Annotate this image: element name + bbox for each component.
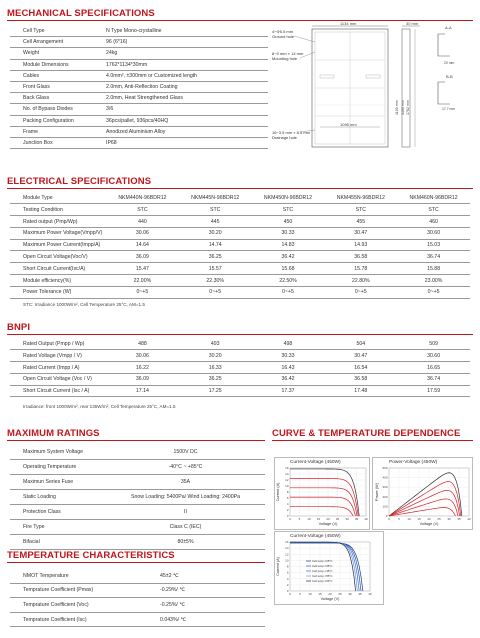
section-aa (438, 34, 450, 56)
spec-key: Protection Class (23, 509, 61, 515)
x-axis-label: Voltage (V) (419, 522, 439, 526)
table-cell: 15.68 (281, 265, 295, 272)
spec-key: Packing Configuration (23, 117, 74, 124)
spec-value: N Type Mono-crystalline (106, 28, 162, 35)
dim-len2-label: 1400 mm (401, 100, 405, 115)
dim-len-label: 1762 mm (406, 100, 410, 115)
x-tick-label: 5 (398, 517, 400, 521)
curves-title-text: CURVE & TEMPERATURE DEPENDENCE (272, 428, 461, 439)
y-tick-label: 8 (286, 564, 289, 569)
table-cell: 460 (429, 218, 438, 225)
curves-divider (272, 440, 473, 441)
spec-row (10, 116, 268, 127)
legend-label: Cell temp.=25°C (312, 559, 333, 563)
y-axis-label: Power (W) (375, 483, 379, 501)
y-tick-label: 8 (286, 490, 289, 494)
table-row (10, 205, 470, 216)
chart-iv-svg (275, 458, 371, 531)
x-tick-label: 40 (467, 517, 471, 521)
row-label: Power Tolerance (W) (23, 289, 72, 296)
table-cell: 14.64 (135, 242, 149, 249)
temperature-divider (7, 562, 265, 563)
table-row (10, 228, 470, 239)
table-cell: 15.57 (208, 265, 222, 272)
spec-value: 0.043%/ ℃ (160, 616, 187, 623)
y-tick-label: 0 (286, 514, 289, 518)
spec-key: Operating Temperature (23, 464, 77, 470)
table-cell: 36.74 (427, 254, 441, 261)
table-cell: 0~+5 (282, 289, 294, 296)
spec-row (10, 71, 268, 82)
table-cell: 36.42 (281, 376, 295, 383)
mechanical-title-text: MECHANICAL SPECIFICATIONS (7, 8, 155, 19)
y-tick-label: 16 (285, 466, 289, 470)
table-row (10, 240, 470, 251)
spec-key: Front Glass (23, 84, 50, 91)
table-cell: 30.47 (354, 230, 368, 237)
module-drawing-svg (270, 20, 475, 150)
spec-key: Temprature Coefficient (Pmax) (23, 587, 94, 594)
x-tick-label: 40 (364, 517, 368, 521)
dim-mid-label: 1096 mm (340, 122, 357, 127)
spec-row (10, 138, 268, 149)
dim-top-label: 1134 mm (340, 21, 357, 26)
section-bb (438, 82, 450, 104)
table-row (10, 252, 470, 263)
spec-value: 4.0mm², ±300mm or Customized length (106, 72, 198, 79)
aa-label: A-A (445, 25, 452, 30)
electrical-note: STC: Irradiance 1000W/m², Cell Temperature 25°C, AM=1.5 (23, 302, 145, 307)
spec-key: Junction Box (23, 139, 53, 146)
x-tick-label: 5 (298, 517, 301, 521)
y-tick-label: 10 (285, 558, 289, 563)
bb-label: B-B (446, 74, 453, 79)
dim-len3-label: 1100 mm (395, 100, 399, 115)
table-cell: 16.22 (135, 364, 149, 371)
x-tick-label: 0 (289, 592, 291, 596)
electrical-divider (7, 188, 473, 189)
row-label: Testing Condition (23, 206, 63, 213)
spec-value: 80±5% (177, 539, 194, 545)
table-row (10, 363, 470, 374)
x-axis-label: Voltage (V) (318, 522, 338, 526)
table-cell: 0~+5 (354, 289, 367, 296)
x-tick-label: 15 (316, 517, 321, 521)
y-tick-label: 200 (382, 494, 388, 499)
x-tick-label: 10 (407, 517, 411, 521)
spec-value: 1762*1134*30mm (106, 61, 148, 68)
y-tick-label: 2 (286, 508, 289, 512)
y-tick-label: 6 (286, 496, 289, 500)
y-tick-label: 400 (382, 475, 388, 480)
legend-label: Cell temp.=55°C (312, 574, 333, 578)
table-cell: STC (428, 206, 439, 213)
panel-side (402, 29, 410, 147)
spec-key: Fire Type (23, 524, 45, 530)
curves-title (272, 428, 460, 439)
spec-row (10, 569, 265, 584)
spec-value: 45±2 ℃ (160, 572, 179, 579)
bnpi-title (7, 322, 30, 333)
spec-value: 2.0mm, Anti-Reflection Coating (106, 84, 178, 91)
table-cell: 493 (210, 341, 220, 348)
spec-key: Static Loading (23, 494, 56, 500)
bnpi-note: Irradiance: front 1000W/m², rear 135W/m², Cell Temperature 25°C, AM=1.5 (23, 404, 176, 409)
table-cell: NKM440N-96BDR12 (118, 195, 167, 202)
spec-value: 1500V DC (173, 449, 198, 455)
row-label: Rated Output (Pmpp / Wp) (23, 341, 85, 348)
table-row (10, 217, 470, 228)
table-row (10, 264, 470, 275)
spec-key: Cables (23, 72, 40, 79)
x-tick-label: 5 (299, 592, 301, 596)
table-cell: 15.47 (135, 265, 149, 272)
table-cell: 17.37 (281, 388, 295, 395)
y-tick-label: 12 (285, 478, 289, 482)
x-tick-label: 35 (457, 517, 461, 521)
row-label: Maximum Power Current(Impp/A) (23, 242, 101, 249)
spec-value: Snow Loading: 5400Pa/ Wind Loading: 2400Pa (130, 494, 241, 500)
chart-iv-temp-svg (275, 532, 385, 606)
y-tick-label: 14 (285, 472, 289, 476)
spec-value: Anodized Aluminium Alloy (106, 128, 166, 135)
temperature-title-text: TEMPERATURE CHARACTERISTICS (7, 550, 175, 561)
y-tick-label: 500 (382, 466, 388, 470)
spec-key: Cell Type (23, 28, 45, 35)
spec-row (10, 82, 268, 93)
spec-value: 36pcs/pallet, 936pcs/40HQ (106, 117, 169, 124)
y-tick-label: 6 (286, 570, 289, 575)
table-cell: 30.20 (208, 352, 222, 359)
svg-text:20 mm: 20 mm (444, 61, 455, 65)
chart-pv (372, 457, 473, 530)
spec-key: Temprature Coefficient (Isc) (23, 616, 87, 623)
table-cell: 30.47 (354, 352, 368, 359)
x-tick-label: 20 (427, 517, 431, 521)
table-cell: 455 (356, 218, 366, 225)
table-cell: NKM450N-96BDR12 (263, 195, 313, 202)
spec-value: -40°C ~ +85°C (168, 464, 203, 470)
table-cell: 14.74 (208, 242, 222, 249)
table-cell: 15.78 (354, 265, 368, 272)
spec-row (10, 127, 268, 138)
x-tick-label: 0 (388, 517, 390, 521)
table-cell: 16.33 (208, 364, 222, 371)
table-cell: 16.43 (281, 364, 295, 371)
table-cell: 36.09 (135, 254, 149, 261)
spec-row (10, 490, 265, 505)
x-tick-label: 15 (417, 517, 421, 521)
table-cell: 30.33 (281, 230, 295, 237)
mount-hole-size: 8−9 mm × 14 mm (272, 51, 304, 56)
table-cell: 17.25 (208, 388, 222, 395)
y-tick-label: 14 (285, 546, 289, 551)
drain-hole-size: 16−3.5 mm × 8.5 mm (272, 130, 311, 135)
spec-key: Bifacial (23, 539, 40, 545)
table-cell: 30.60 (427, 352, 441, 359)
spec-row (10, 37, 268, 48)
spec-value: 96 (6*16) (106, 39, 128, 46)
table-row (10, 386, 470, 397)
spec-row (10, 505, 265, 520)
table-cell: 0~+5 (427, 289, 440, 296)
table-cell: 36.09 (135, 376, 149, 383)
chart-title: Power-Voltage (450W) (389, 460, 438, 465)
table-cell: 22.00% (133, 277, 152, 284)
spec-key: Back Glass (23, 95, 50, 102)
table-cell: 509 (429, 341, 438, 348)
table-cell: 17.59 (427, 388, 441, 395)
spec-row (10, 445, 265, 460)
row-label: Module efficiency(%) (23, 277, 72, 284)
mechanical-title (7, 8, 473, 19)
spec-key: Maximun Series Fuse (23, 479, 74, 485)
y-tick-label: 2 (286, 582, 289, 587)
table-cell: 450 (283, 218, 293, 225)
spec-key: Module Dimensions (23, 61, 69, 68)
bnpi-title-text: BNPI (7, 322, 31, 333)
chart-iv (274, 457, 370, 530)
table-cell: 488 (138, 341, 147, 348)
spec-key: Frame (23, 128, 38, 135)
table-cell: 30.60 (427, 230, 441, 237)
table-cell: STC (355, 206, 366, 213)
table-cell: 15.88 (427, 265, 441, 272)
spec-key: Temprature Coefficient (Voc) (23, 601, 89, 608)
table-cell: 17.14 (135, 388, 149, 395)
x-tick-label: 25 (335, 517, 340, 521)
y-tick-label: 12 (285, 552, 289, 557)
spec-value: IP68 (106, 139, 117, 146)
spec-key: Cell Arrangement (23, 39, 64, 46)
x-tick-label: 25 (338, 592, 342, 596)
x-tick-label: 30 (348, 592, 352, 596)
spec-row (10, 520, 265, 535)
row-label: Maximum Power Voltage(Vmpp/V) (23, 230, 103, 237)
table-cell: 0~+5 (136, 289, 149, 296)
spec-value: II (184, 509, 187, 515)
spec-value: 24kg (106, 50, 118, 57)
table-cell: 17.48 (354, 388, 368, 395)
row-label: Short Circuit Current (Isc / A) (23, 388, 90, 395)
ratings-title-text: MAXIMUM RATINGS (7, 428, 100, 439)
table-cell: 0~+5 (209, 289, 222, 296)
table-cell: 440 (138, 218, 147, 225)
module-drawing (270, 20, 475, 150)
y-axis-label: Current (A) (276, 482, 280, 502)
row-label: Module Type (23, 195, 53, 202)
table-cell: 36.74 (427, 376, 441, 383)
table-cell: 16.65 (427, 364, 441, 371)
chart-title: Current-Voltage (450W) (290, 534, 341, 539)
spec-key: No. of Bypass Diodes (23, 106, 73, 113)
ratings-title (7, 428, 100, 439)
x-axis-label: Voltage (V) (320, 597, 340, 601)
table-row (10, 339, 470, 350)
row-label: Short Circuit Current(Isc/A) (23, 265, 86, 272)
table-cell: 30.33 (281, 352, 295, 359)
spec-row (10, 93, 268, 104)
table-cell: 14.83 (281, 242, 295, 249)
row-label: Open Circuit Voltage(Voc/V) (23, 254, 88, 261)
table-cell: STC (282, 206, 294, 213)
table-cell: 30.06 (135, 352, 149, 359)
spec-row (10, 475, 265, 490)
spec-row (10, 535, 265, 550)
x-tick-label: 15 (318, 592, 322, 596)
chart-title: Current-Voltage (450W) (290, 460, 341, 465)
table-cell: 36.58 (354, 376, 368, 383)
x-tick-label: 30 (345, 517, 349, 521)
svg-text:17.7 mm: 17.7 mm (442, 107, 456, 111)
table-cell: 22.30% (206, 277, 224, 284)
dim-side-label: 30 mm (406, 21, 419, 26)
x-tick-label: 20 (326, 517, 330, 521)
table-row (10, 276, 470, 287)
mount-hole-label: Mounting hole (272, 56, 298, 61)
row-label: Rated Voltage (Vmpp / V) (23, 352, 82, 359)
table-cell: 14.93 (354, 242, 368, 249)
chart-pv-svg (373, 458, 474, 531)
spec-row (10, 104, 268, 115)
y-tick-label: 100 (382, 504, 388, 509)
ground-hole-label: Ground hole (272, 34, 295, 39)
table-cell: STC (137, 206, 148, 213)
table-cell: 16.54 (354, 364, 368, 371)
y-tick-label: 4 (286, 576, 289, 581)
x-tick-label: 40 (368, 592, 372, 596)
table-row (10, 351, 470, 362)
table-row (10, 287, 470, 298)
spec-row (10, 613, 265, 628)
spec-row (10, 26, 268, 37)
row-label: Rated Current (Impp / A) (23, 364, 80, 371)
ground-hole-size: 4−Φ5.5 mm (272, 29, 294, 34)
y-tick-label: 10 (285, 484, 289, 488)
legend-label: Cell temp.=45°C (312, 569, 333, 573)
x-tick-label: 30 (447, 517, 451, 521)
x-tick-label: 35 (354, 517, 359, 521)
spec-key: Weight (23, 50, 40, 57)
table-cell: NKM455N-96BDR12 (336, 195, 385, 202)
spec-value: -0.29%/ ℃ (160, 587, 186, 594)
x-tick-label: 35 (358, 592, 362, 596)
ratings-divider (7, 440, 265, 441)
ratings-table (10, 445, 265, 550)
mechanical-table (10, 26, 268, 149)
table-cell: 22.50% (279, 277, 297, 284)
table-cell: STC (210, 206, 221, 213)
bnpi-divider (7, 334, 473, 335)
y-tick-label: 4 (286, 502, 289, 506)
spec-key: NMOT Temperature (23, 572, 69, 579)
y-tick-label: 300 (382, 485, 388, 490)
x-tick-label: 10 (308, 592, 312, 596)
table-cell: 36.42 (281, 254, 295, 261)
table-cell: NKM445N-96BDR12 (191, 195, 240, 202)
table-row (10, 374, 470, 385)
spec-row (10, 584, 265, 599)
table-cell: 30.06 (135, 230, 149, 237)
spec-value: 3/6 (106, 106, 114, 113)
spec-value: 35A (180, 479, 191, 485)
spec-value: -0.25%/ ℃ (160, 601, 186, 608)
y-tick-label: 0 (286, 589, 289, 593)
spec-row (10, 460, 265, 475)
temperature-table (10, 569, 265, 627)
y-tick-label: 0 (385, 514, 388, 518)
row-label: Open Circuit Voltage (Voc / V) (23, 376, 92, 383)
spec-value: Class C (IEC) (169, 524, 202, 530)
table-cell: 22.80% (351, 277, 370, 284)
table-cell: NKM460N-96BDR12 (409, 195, 458, 202)
electrical-title (7, 176, 151, 187)
legend-label: Cell temp.=35°C (312, 564, 333, 568)
x-tick-label: 25 (437, 517, 441, 521)
table-cell: 23.00% (424, 277, 443, 284)
table-cell: 30.20 (208, 230, 222, 237)
chart-iv-temp (274, 531, 384, 605)
spec-key: Maximum System Voltage (23, 449, 83, 455)
table-cell: 15.03 (427, 242, 441, 249)
drain-hole-label: Drainage hole (272, 135, 297, 140)
table-cell: 36.58 (354, 254, 368, 261)
row-label: Rated output (Pmp/Wp) (23, 218, 78, 225)
y-tick-label: 16 (285, 540, 289, 544)
table-cell: 36.25 (208, 376, 222, 383)
x-tick-label: 10 (307, 517, 311, 521)
spec-row (10, 48, 268, 59)
table-cell: 36.25 (208, 254, 222, 261)
y-axis-label: Current (A) (276, 557, 280, 576)
table-cell: 504 (356, 341, 366, 348)
temperature-title (7, 550, 175, 561)
x-tick-label: 0 (289, 517, 291, 521)
table-cell: 498 (283, 341, 293, 348)
spec-value: 2.0mm, Heat Strengthened Glass (106, 95, 183, 102)
spec-row (10, 60, 268, 71)
electrical-title-text: ELECTRICAL SPECIFICATIONS (7, 176, 152, 187)
spec-row (10, 598, 265, 613)
legend-label: Cell temp.=65°C (312, 579, 333, 583)
table-cell: 445 (210, 218, 220, 225)
x-tick-label: 20 (328, 592, 332, 596)
table-header-row (10, 193, 470, 204)
